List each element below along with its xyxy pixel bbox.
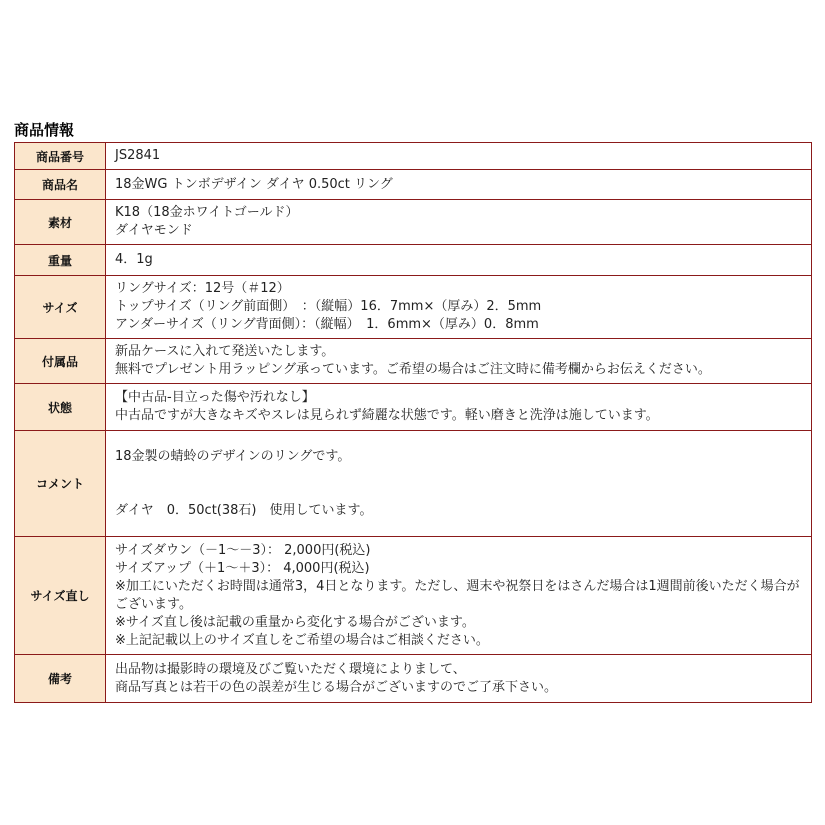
size-line: リングサイズ：12号（＃12） xyxy=(115,281,290,296)
label-notes: 備考 xyxy=(15,655,106,702)
condition-line: 【中古品-目立った傷や汚れなし】 xyxy=(115,390,315,405)
resize-line: ※上記記載以上のサイズ直しをご希望の場合はご相談ください。 xyxy=(115,632,489,648)
value-size xyxy=(106,276,811,339)
section-title: 商品情報 xyxy=(14,121,75,139)
material-line: K18（18金ホワイトゴールド） xyxy=(115,205,299,220)
row-product-name xyxy=(15,170,811,200)
row-comment xyxy=(15,431,811,537)
condition-line: 中古品ですが大きなキズやスレは見られず綺麗な状態です。軽い磨きと洗浄は施しています。 xyxy=(115,408,659,423)
row-weight xyxy=(15,245,811,276)
row-product-code xyxy=(15,143,811,170)
comment-line: ダイヤ 0．50ct(38石) 使用しています。 xyxy=(115,502,373,518)
accessories-line: 無料でプレゼント用ラッピング承っています。ご希望の場合はご注文時に備考欄からお伝えください。 xyxy=(115,362,711,377)
row-resize xyxy=(15,537,811,655)
resize-line: ※サイズ直し後は記載の重量から変化する場合がございます。 xyxy=(115,614,475,630)
size-line: トップサイズ（リング前面側） ：（縦幅）16．7mm×（厚み）2．5mm xyxy=(115,299,542,314)
label-product-name: 商品名 xyxy=(15,170,106,200)
value-condition xyxy=(106,384,811,431)
row-material xyxy=(15,200,811,245)
row-accessories xyxy=(15,339,811,384)
value-material xyxy=(106,200,811,245)
value-product-name xyxy=(106,170,811,200)
accessories-line: 新品ケースに入れて発送いたします。 xyxy=(115,344,335,359)
resize-line: サイズアップ（＋1～＋3）： 4,000円(税込) xyxy=(115,560,370,576)
value-comment xyxy=(106,431,811,537)
row-notes xyxy=(15,655,811,702)
label-comment: コメント xyxy=(15,431,106,537)
label-material: 素材 xyxy=(15,200,106,245)
weight-value: 4．1g xyxy=(115,252,153,267)
value-product-code xyxy=(106,143,811,170)
label-product-code: 商品番号 xyxy=(15,143,106,170)
resize-line: ※加工にいただくお時間は通常3，4日となります。ただし、週末や祝祭日をはさんだ場合は1週間前後いただく場合がございます。 xyxy=(115,578,800,612)
product-code: JS2841 xyxy=(115,148,161,163)
value-weight xyxy=(106,245,811,276)
label-size: サイズ xyxy=(15,276,106,339)
notes-line: 出品物は撮影時の環境及びご覧いただく環境によりまして、 xyxy=(115,661,466,677)
row-condition xyxy=(15,384,811,431)
value-accessories xyxy=(106,339,811,384)
comment-spacer xyxy=(115,466,811,502)
size-line: アンダーサイズ（リング背面側）：（縦幅） 1．6mm×（厚み）0．8mm xyxy=(115,317,539,332)
label-condition: 状態 xyxy=(15,384,106,431)
row-size xyxy=(15,276,811,339)
value-notes xyxy=(106,655,811,702)
notes-line: 商品写真とは若干の色の誤差が生じる場合がございますのでご了承下さい。 xyxy=(115,679,558,695)
value-resize xyxy=(106,537,811,655)
label-accessories: 付属品 xyxy=(15,339,106,384)
product-info-table xyxy=(14,142,812,703)
material-line: ダイヤモンド xyxy=(115,223,193,238)
label-weight: 重量 xyxy=(15,245,106,276)
resize-line: サイズダウン（－1～－3）： 2,000円(税込) xyxy=(115,542,371,558)
product-name: 18金WG トンボデザイン ダイヤ 0.50ct リング xyxy=(115,176,393,192)
label-resize: サイズ直し xyxy=(15,537,106,655)
comment-line: 18金製の蜻蛉のデザインのリングです。 xyxy=(115,448,351,464)
